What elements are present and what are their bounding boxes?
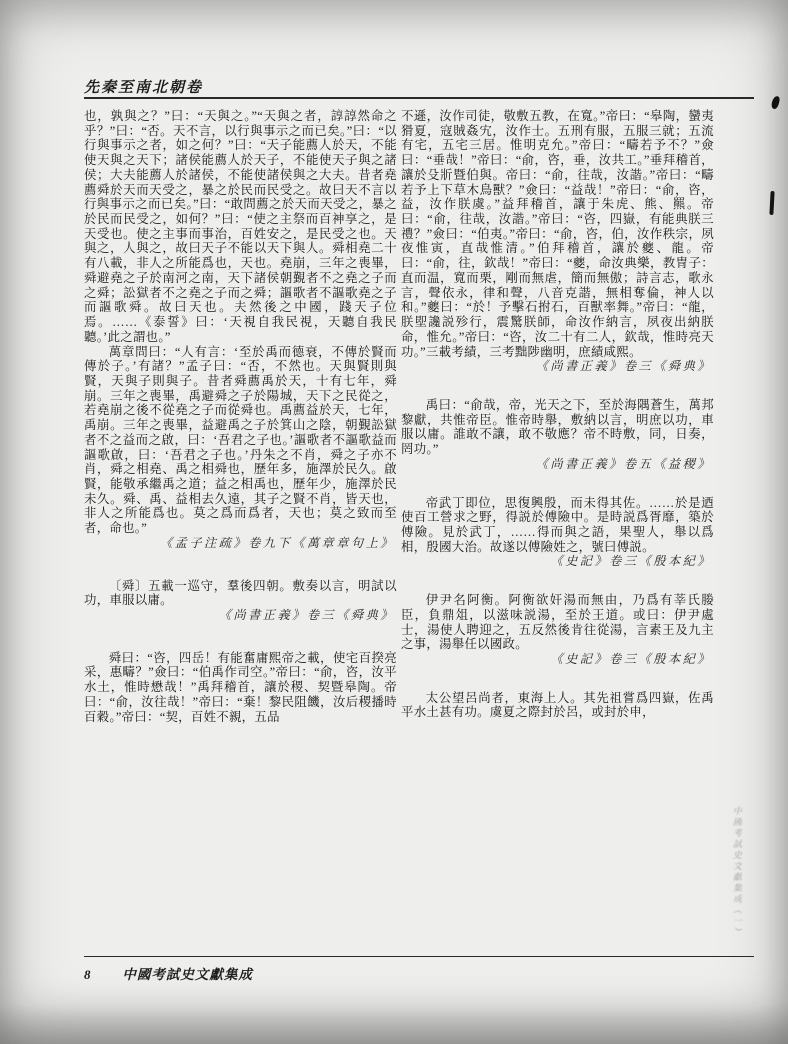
text-column-left [84, 109, 397, 724]
paragraph: 舜曰：“咨，四岳！有能奮庸熙帝之載，使宅百揆亮采，惠疇？”僉曰：“伯禹作司空。”帝曰：“俞，咨，汝平水土，惟時懋哉！”禹拜稽首，讓於稷、契暨皋陶。帝曰：“俞，汝往哉！”帝曰：“棄！黎民阻饑，汝后稷播時百穀。”帝曰：“契，百姓不親，五品 [84, 650, 397, 724]
source-citation: 《尚書正義》卷三《舜典》 [535, 359, 712, 374]
scan-ink-blot-mark [771, 95, 781, 109]
running-head-volume-title: 先秦至南北朝卷 [84, 80, 204, 96]
source-citation: 《史記》卷三《殷本紀》 [550, 554, 712, 569]
footer-rule [84, 956, 754, 957]
handwritten-margin-note: 中國考試史文獻集成（一） [732, 806, 742, 938]
paragraph: 伊尹名阿衡。阿衡欲奸湯而無由，乃爲有莘氏媵臣，負鼎俎，以滋味説湯，至於王道。或曰：伊尹處士，湯使人聘迎之，五反然後肯往從湯，言素王及九主之事，湯舉任以國政。 [401, 593, 714, 652]
source-citation: 《尚書正義》卷三《舜典》 [218, 608, 395, 622]
source-citation: 《孟子注疏》卷九下《萬章章句上》 [160, 535, 395, 550]
paragraph: 帝武丁即位，思復興殷，而未得其佐。……於是迺使百工營求之野，得説於傅險中。是時説爲胥靡，築於傅險。見於武丁，……得而與之語，果聖人，舉以爲相，殷國大治。故遂以傅險姓之，號曰傅説。 [401, 495, 714, 554]
footer [84, 963, 754, 983]
header-rule [84, 97, 754, 99]
page-number: 8 [84, 967, 92, 982]
text-column-right [401, 109, 714, 720]
paragraph: 太公望呂尚者，東海上人。其先祖嘗爲四嶽，佐禹平水土甚有功。虞夏之際封於呂，或封於申， [401, 690, 714, 720]
scan-ink-dash-mark [769, 191, 774, 215]
book-title: 中國考試史文獻集成 [122, 967, 253, 982]
paragraph: 不遜，汝作司徒，敬敷五教，在寬。”帝曰：“皋陶，蠻夷猾夏，寇賊姦宄，汝作士。五刑有服，五服三就；五流有宅，五宅三居。惟明克允。”帝曰：“疇若予不？”僉曰：“垂哉！”帝曰：“俞，咨，垂，汝共工。”垂拜稽首，讓於殳斨暨伯與。帝曰：“俞，往哉，汝諧。”帝曰：“疇若予上下草木鳥獸？”僉曰：“益哉！”帝曰：“俞，咨，益，汝作朕虞。”益拜稽首，讓于朱虎、熊、羆。帝曰：“俞，往哉，汝諧。”帝曰：“咨，四嶽，有能典朕三禮？”僉曰：“伯夷。”帝曰：“俞，咨，伯，汝作秩宗，夙夜惟寅，直哉惟清。”伯拜稽首，讓於夔、龍。帝曰：“俞，往，欽哉！”帝曰：“夔，命汝典樂，教冑子：直而温，寬而栗，剛而無虐，簡而無傲；詩言志，歌永言，聲依永，律和聲，八音克諧，無相奪倫，神人以和。”夔曰：“於！予擊石拊石，百獸率舞。”帝曰：“龍，朕堲讒説殄行，震驚朕師，命汝作納言，夙夜出納朕命，惟允。”帝曰：“咨，汝二十有二人，欽哉，惟時亮天功。”三載考績，三考黜陟幽明，庶績咸熙。 [401, 109, 714, 359]
source-citation: 《尚書正義》卷五《益稷》 [535, 456, 712, 471]
paragraph: 萬章問曰：“人有言：‘至於禹而德衰，不傳於賢而傳於子。’有諸？”孟子曰：“否，不然也。天與賢則與賢，天與子則與子。昔者舜薦禹於天，十有七年，舜崩。三年之喪畢，禹避舜之子於陽城，天下之民從之，若堯崩之後不從堯之子而從舜也。禹薦益於天，七年，禹崩。三年之喪畢，益避禹之子於箕山之陰，朝覲訟獄者不之益而之啟，曰：‘吾君之子也。’謳歌者不謳歌益而謳歌啟，曰：‘吾君之子也。’丹朱之不肖，舜之子亦不肖，舜之相堯、禹之相舜也，歷年多，施澤於民久。啟賢，能敬承繼禹之道；益之相禹也，歷年少，施澤於民未久。舜、禹、益相去久遠，其子之賢不肖，皆天也，非人之所能爲也。莫之爲而爲者，天也；莫之致而至者，命也。” [84, 344, 397, 536]
source-citation: 《史記》卷三《殷本紀》 [550, 652, 712, 666]
paragraph: 也，孰與之？”曰：“天與之。”“天與之者，諄諄然命之乎？”曰：“否。天不言，以行與事示之而已矣。”曰：“以行與事示之者，如之何？”曰：“天子能薦人於天，不能使天與之天下；諸侯能薦人於天子，不能使天子與之諸侯；大夫能薦人於諸侯，不能使諸侯與之大夫。昔者堯薦舜於天而天受之，暴之於民而民受之。故曰天不言以行與事示之而已矣。”曰：“敢問薦之於天而天受之，暴之於民而民受之，如何？”曰：“使之主祭而百神享之，是天受也。使之主事而事治，百姓安之，是民受之也。天與之，人與之，故曰天子不能以天下與人。舜相堯二十有八載，非人之所能爲也，天也。堯崩，三年之喪畢，舜避堯之子於南河之南，天下諸侯朝覲者不之堯之子而之舜；訟獄者不之堯之子而之舜；謳歌者不謳歌堯之子而謳歌舜。故曰天也。夫然後之中國，踐天子位焉。……《泰誓》曰：‘天視自我民視，天聽自我民聽。’此之謂也。” [84, 109, 397, 344]
paragraph: 〔舜〕五載一巡守，羣後四朝。敷奏以言，明試以功，車服以庸。 [84, 578, 397, 608]
paragraph: 禹曰：“俞哉，帝，光天之下，至於海隅蒼生，萬邦黎獻，共惟帝臣。惟帝時舉，敷納以言，明庶以功，車服以庸。誰敢不讓，敢不敬應？帝不時敷，同，日奏，罔功。” [401, 397, 714, 457]
